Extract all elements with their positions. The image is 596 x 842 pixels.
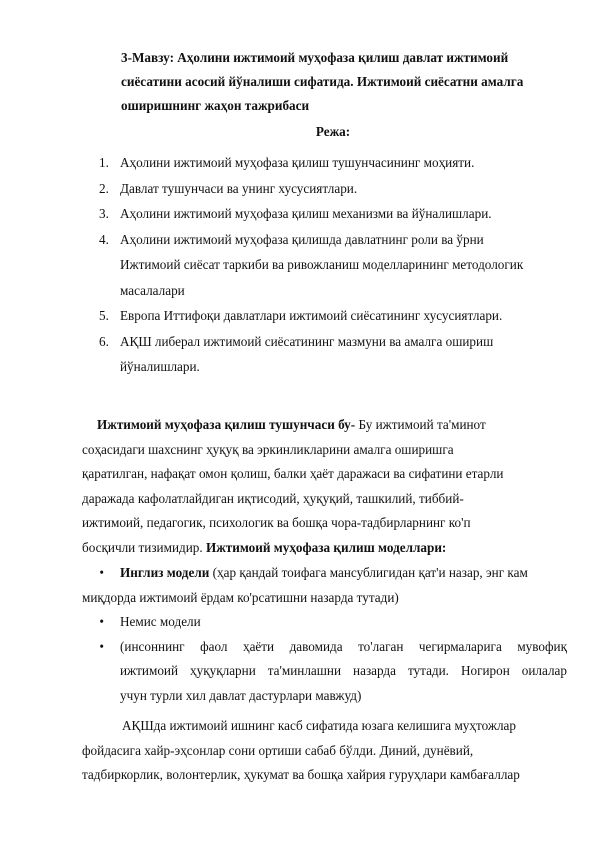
model-name: Немис модели bbox=[120, 614, 201, 630]
model-description: учун турли хил давлат дастурлари мавжуд) bbox=[120, 687, 362, 703]
bullet-icon: • bbox=[99, 638, 104, 654]
definition-paragraph bbox=[82, 413, 562, 561]
plan-list bbox=[99, 150, 559, 380]
plan-item-text: Давлат тушунчаси ва унинг хусусиятлари. bbox=[120, 180, 358, 196]
paragraph-line: тадбиркорлик, волонтерлик, ҳукумат ва бошқа хайрия гуруҳлари камбағаллар bbox=[82, 767, 520, 783]
list-item bbox=[82, 561, 567, 586]
topic-title bbox=[121, 46, 561, 118]
plan-item bbox=[99, 329, 559, 380]
plan-item bbox=[99, 150, 559, 176]
plan-item-number: 6. bbox=[99, 333, 109, 349]
paragraph-line: ижтимоий, педагогик, психологик ва бошқа чора-тадбирларнинг ко'п bbox=[82, 515, 471, 531]
plan-item-text: масалалари bbox=[120, 282, 185, 298]
plan-item-text: Европа Иттифоқи давлатлари ижтимоий сиёсатининг хусусиятлари. bbox=[120, 308, 503, 323]
plan-item-text: Аҳолини ижтимоий муҳофаза қилиш механизми ва йўналишлари. bbox=[120, 206, 492, 221]
plan-item bbox=[99, 227, 559, 304]
paragraph-line: даражада кафолатлайдиган иқтисодий, ҳуқуқий, ташкилий, тиббий- bbox=[82, 490, 464, 506]
bullet-icon: • bbox=[99, 614, 104, 630]
model-description: (инсоннинг фаол ҳаёти давомида то'лаган чегирмаларига мувофиқ bbox=[120, 638, 567, 654]
plan-item bbox=[99, 201, 559, 227]
plan-heading: Режа: bbox=[315, 124, 351, 139]
paragraph-line: қаратилган, нафақат омон қолиш, балки ҳаёт даражаси ва сифатини етарли bbox=[82, 466, 504, 482]
model-description: (ҳар қандай тоифага мансублигидан қат'и назар, энг кам bbox=[209, 565, 528, 580]
plan-item-number: 1. bbox=[99, 155, 109, 170]
plan-item-text: Аҳолини ижтимоий муҳофаза қилишда давлатнинг роли ва ўрни bbox=[120, 231, 484, 247]
plan-item-text: Аҳолини ижтимоий муҳофаза қилиш тушунчасининг моҳияти. bbox=[120, 155, 475, 170]
model-description: ижтимоий ҳуқуқларни та'минлашни назарда тутади. Ногирон оилалар bbox=[120, 663, 567, 679]
model-description-continued: миқдорда ижтимоий ёрдам ко'рсатишни назарда тутади) bbox=[82, 589, 399, 605]
models-heading: Ижтимоий муҳофаза қилиш моделлари: bbox=[205, 539, 447, 555]
plan-item-number: 4. bbox=[99, 231, 109, 247]
title-line: 3-Мавзу: Аҳолини ижтимоий муҳофаза қилиш давлат ижтимоий bbox=[121, 50, 509, 65]
usa-paragraph bbox=[82, 714, 562, 788]
paragraph-line: АҚШда ижтимоий ишнинг касб сифатида юзага келишига муҳтожлар bbox=[122, 718, 516, 733]
plan-item-text: АҚШ либерал ижтимоий сиёсатининг мазмуни ва амалга ошириш bbox=[120, 333, 494, 349]
plan-item-text: йўналишлари. bbox=[120, 359, 200, 374]
paragraph-line: фойдасига хайр-эҳсонлар сони ортиши сабаб бўлди. Диний, дунёвий, bbox=[82, 742, 474, 758]
paragraph-line: соҳасидаги шахснинг ҳуқуқ ва эркинликларини амалга оширишга bbox=[82, 441, 454, 457]
plan-item-number: 2. bbox=[99, 180, 109, 196]
list-item bbox=[82, 610, 567, 635]
definition-term: Ижтимоий муҳофаза қилиш тушунчаси бу- bbox=[97, 417, 356, 432]
models-list bbox=[82, 561, 567, 709]
title-line: оширишнинг жаҳон тажрибаси bbox=[121, 98, 310, 113]
plan-item-number: 3. bbox=[99, 206, 109, 221]
paragraph-text: босқичли тизимидир. bbox=[82, 539, 206, 555]
plan-item-text: Ижтимоий сиёсат таркиби ва ривожланиш моделларининг методологик bbox=[120, 257, 524, 272]
list-item bbox=[82, 635, 567, 709]
plan-item bbox=[99, 303, 559, 329]
title-line: сиёсатини асосий йўналиши сифатида. Ижтимоий сиёсатни амалга bbox=[121, 74, 524, 89]
bullet-icon: • bbox=[99, 565, 104, 580]
plan-item-number: 5. bbox=[99, 308, 109, 323]
plan-item bbox=[99, 176, 559, 202]
model-name: Инглиз модели bbox=[120, 565, 210, 580]
paragraph-text: Бу ижтимоий та'минот bbox=[355, 417, 486, 432]
